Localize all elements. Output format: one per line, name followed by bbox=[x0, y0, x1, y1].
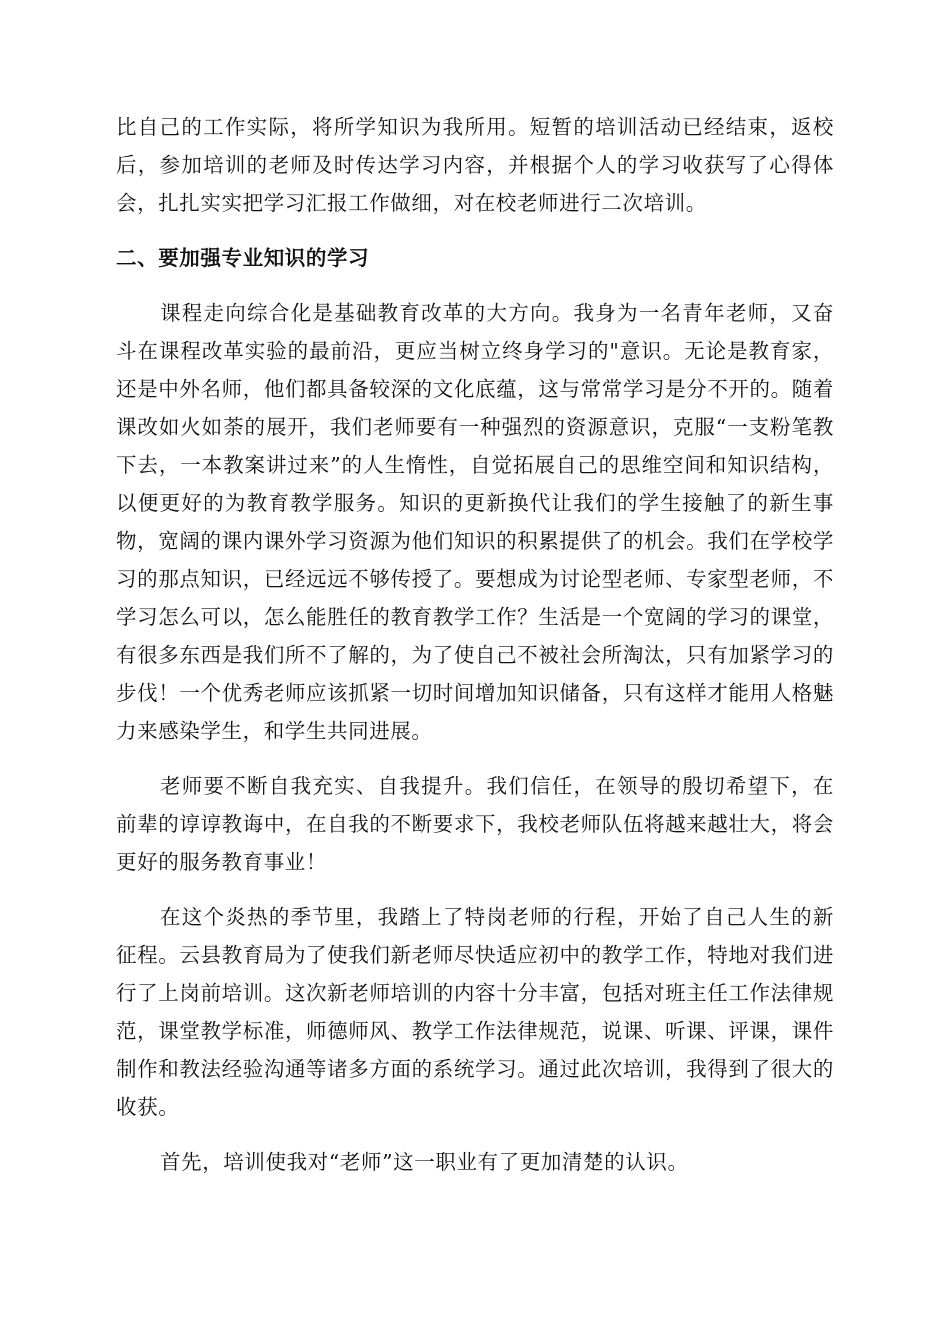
paragraph-intro-continuation: 比自己的工作实际，将所学知识为我所用。短暂的培训活动已经结束，返校后，参加培训的老师及时传达学习内容，并根据个人的学习收获写了心得体会，扎扎实实把学习汇报工作做细，对在校老师进行二次培训。 bbox=[116, 115, 834, 215]
paragraph-self-improvement: 老师要不断自我充实、自我提升。我们信任，在领导的殷切希望下，在前辈的谆谆教诲中，在自我的不断要求下，我校老师队伍将越来越壮大，将会更好的服务教育事业！ bbox=[116, 774, 834, 874]
paragraph-training: 在这个炎热的季节里，我踏上了特岗老师的行程，开始了自己人生的新征程。云县教育局为了使我们新老师尽快适应初中的教学工作，特地对我们进行了上岗前培训。这次新老师培训的内容十分丰富，包括对班主任工作法律规范，课堂教学标准，师德师风、教学工作法律规范，说课、听课、评课，课件制作和教法经验沟通等诸多方面的系统学习。通过此次培训，我得到了很大的收获。 bbox=[116, 905, 834, 1119]
paragraph-first-point: 首先，培训使我对“老师”这一职业有了更加清楚的认识。 bbox=[160, 1150, 689, 1174]
paragraph-curriculum: 课程走向综合化是基础教育改革的大方向。我身为一名青年老师，又奋斗在课程改革实验的最前沿，更应当树立终身学习的"意识。无论是教育家，还是中外名师，他们都具备较深的文化底蕴，这与常常学习是分不开的。随着课改如火如荼的展开，我们老师要有一种强烈的资源意识，克服“一支粉笔教下去，一本教案讲过来”的人生惰性，自觉拓展自己的思维空间和知识结构，以便更好的为教育教学服务。知识的更新换代让我们的学生接触了的新生事物，宽阔的课内课外学习资源为他们知识的积累提供了的机会。我们在学校学习的那点知识，已经远远不够传授了。要想成为讨论型老师、专家型老师，不学习怎么可以，怎么能胜任的教育教学工作？生活是一个宽阔的学习的课堂，有很多东西是我们所不了解的，为了使自己不被社会所淘汰，只有加紧学习的步伐！一个优秀老师应该抓紧一切时间增加知识储备，只有这样才能用人格魅力来感染学生，和学生共同进展。 bbox=[116, 301, 834, 743]
section-heading: 二、要加强专业知识的学习 bbox=[116, 246, 370, 270]
document-body bbox=[116, 108, 834, 1198]
